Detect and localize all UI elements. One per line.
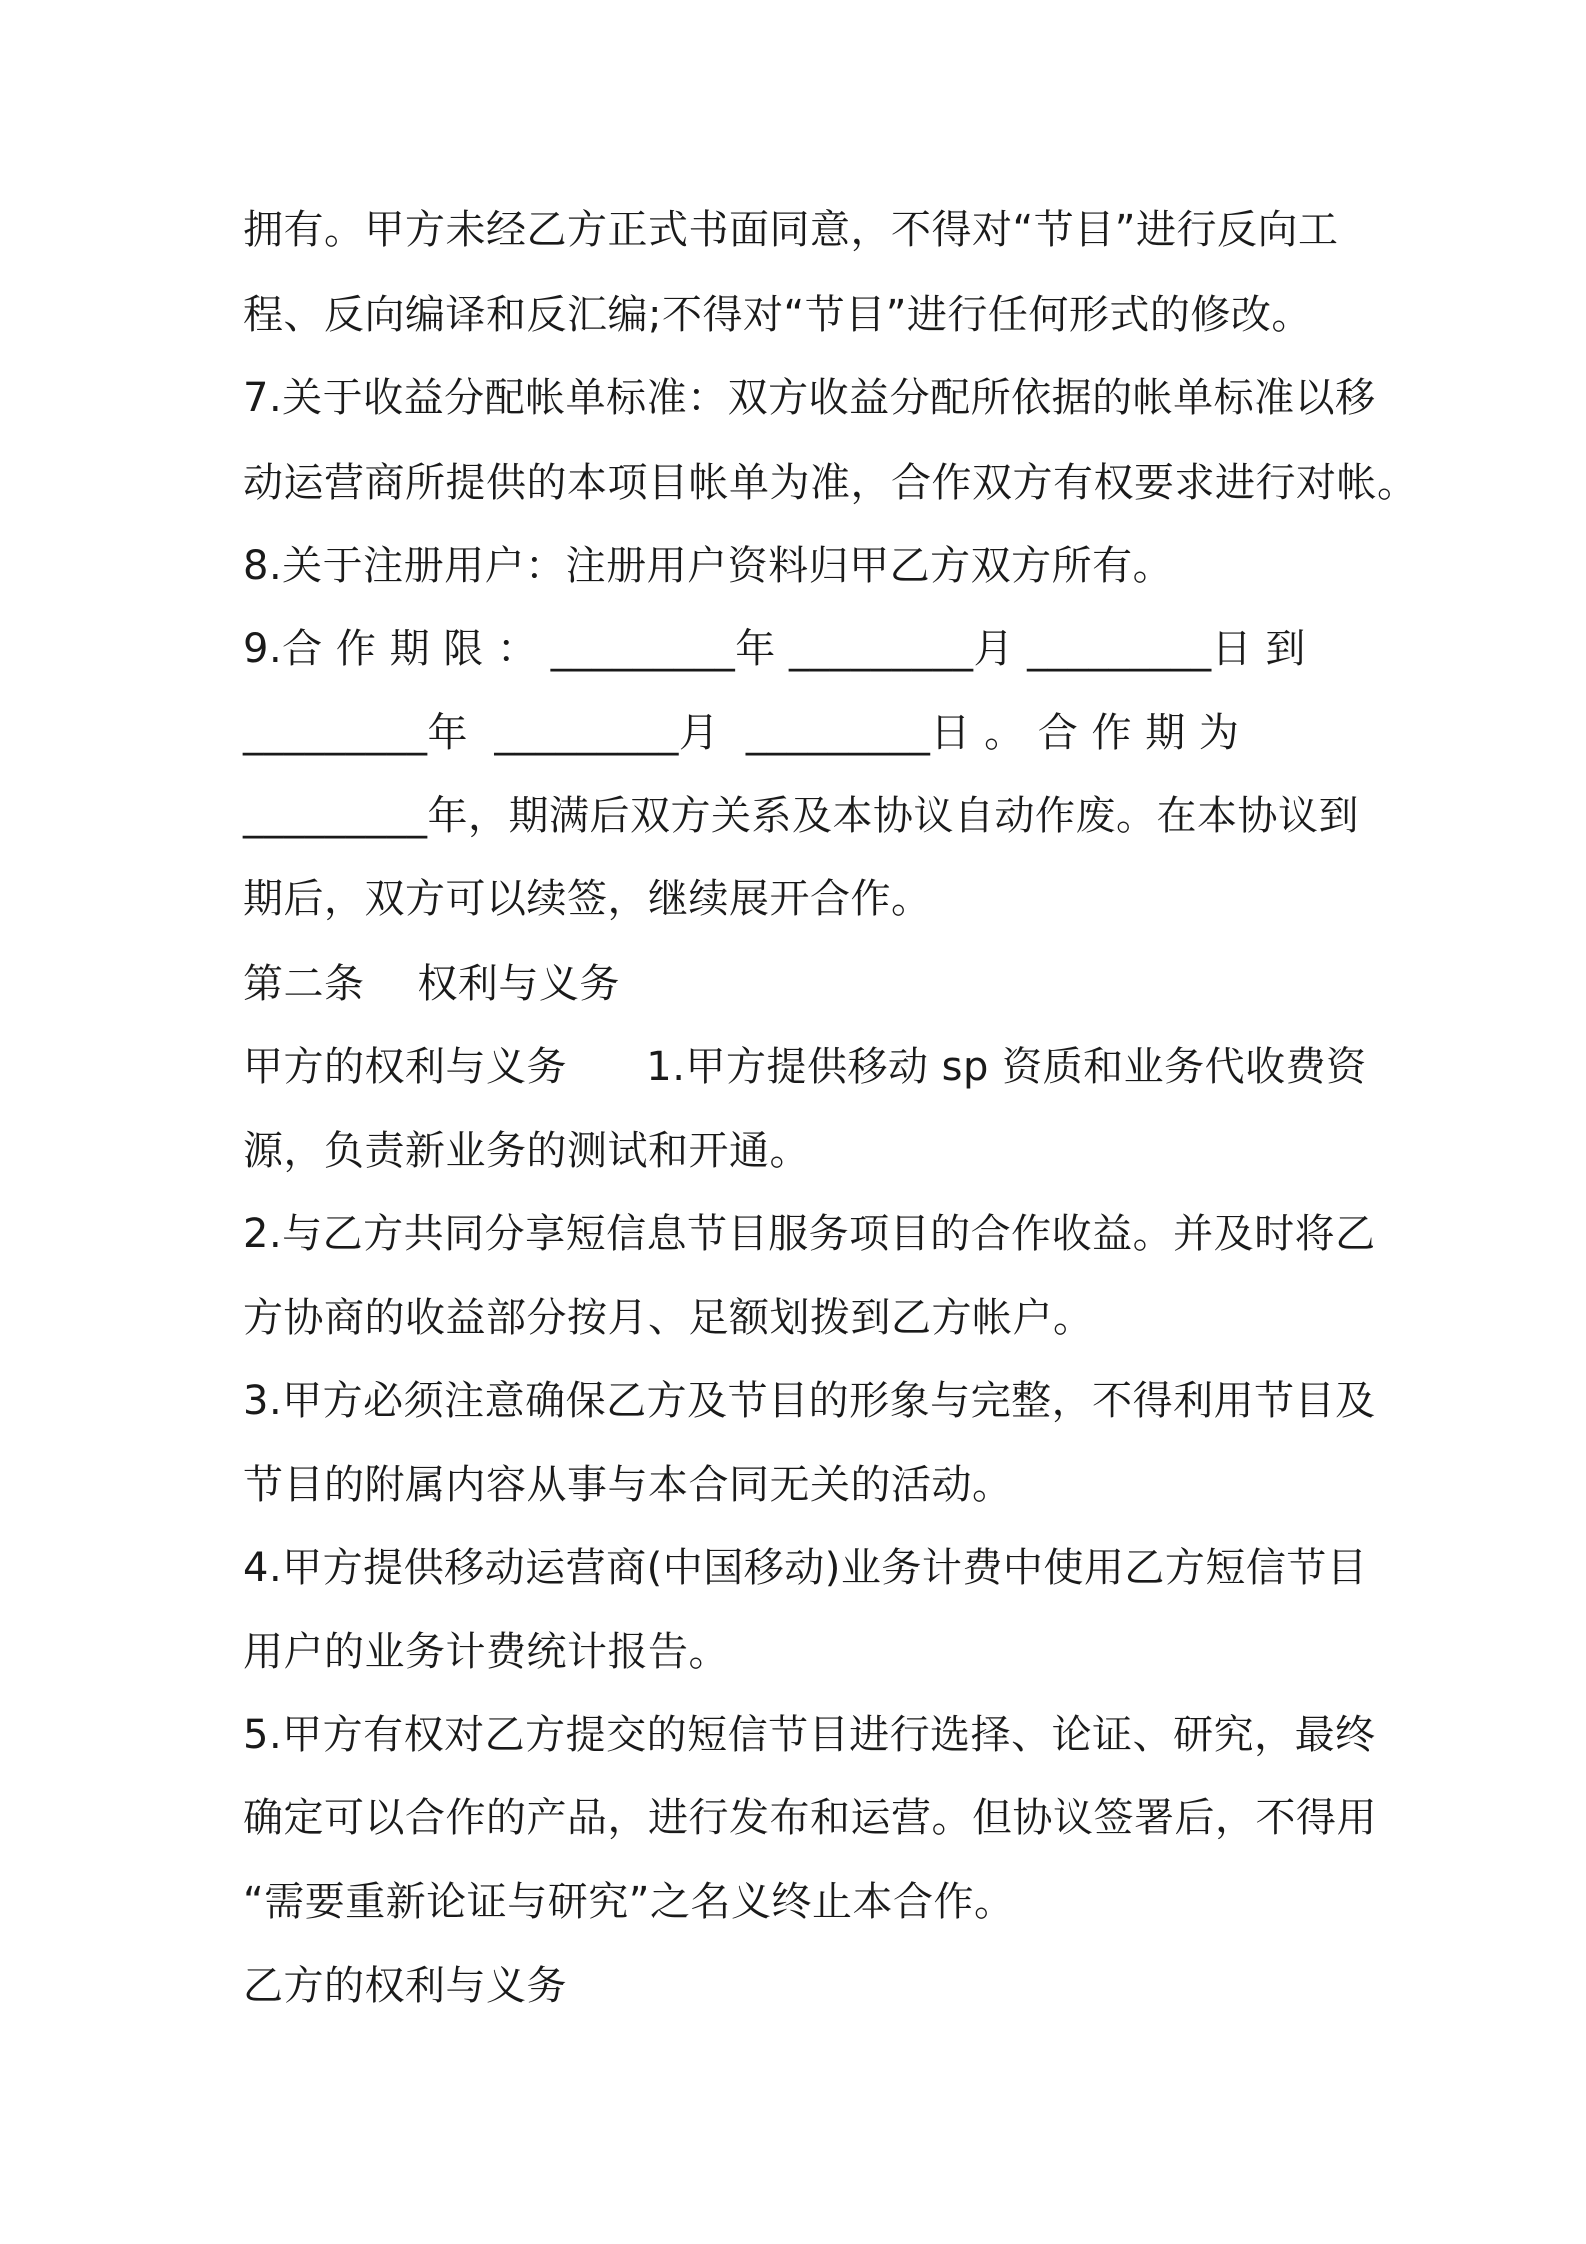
text-line: 3.甲方必须注意确保乙方及节目的形象与完整，不得利用节目及 [243,1378,1376,1424]
text-line: 8.关于注册用户：注册用户资料归甲乙方双方所有。 [243,543,1174,589]
text-line: 节目的附属内容从事与本合同无关的活动。 [243,1462,1013,1508]
text-line: 确定可以合作的产品，进行发布和运营。但协议签署后，不得用 [243,1795,1377,1841]
text-line: 期后，双方可以续签，继续展开合作。 [243,876,932,922]
section-heading: 第二条 权利与义务 [243,961,620,1007]
text-line: 7.关于收益分配帐单标准：双方收益分配所依据的帐单标准以移 [243,375,1376,421]
text-line: _________年，期满后双方关系及本协议自动作废。在本协议到 [243,793,1359,839]
text-line: 甲方的权利与义务 1.甲方提供移动 sp 资质和业务代收费资 [243,1044,1367,1090]
text-line: 用户的业务计费统计报告。 [243,1629,729,1675]
text-line: 拥有。甲方未经乙方正式书面同意，不得对“节目”进行反向工 [243,207,1339,253]
text-line: _________年 _________月 _________日 。 合 作 期 为 [243,710,1240,756]
text-line: 4.甲方提供移动运营商(中国移动)业务计费中使用乙方短信节目 [243,1545,1368,1591]
text-line: 动运营商所提供的本项目帐单为准，合作双方有权要求进行对帐。 [243,460,1418,506]
text-line: 9.合 作 期 限 ： _________年 _________月 _________日 到 [243,626,1306,672]
text-line: 方协商的收益部分按月、足额划拨到乙方帐户。 [243,1295,1094,1341]
section-heading: 乙方的权利与义务 [243,1963,567,2009]
text-line: 5.甲方有权对乙方提交的短信节目进行选择、论证、研究，最终 [243,1712,1376,1758]
text-line: 程、反向编译和反汇编;不得对“节目”进行任何形式的修改。 [243,292,1312,338]
text-line: 源，负责新业务的测试和开通。 [243,1128,810,1174]
text-line: “需要重新论证与研究”之名义终止本合作。 [243,1879,1015,1925]
text-line: 2.与乙方共同分享短信息节目服务项目的合作收益。并及时将乙 [243,1211,1376,1257]
